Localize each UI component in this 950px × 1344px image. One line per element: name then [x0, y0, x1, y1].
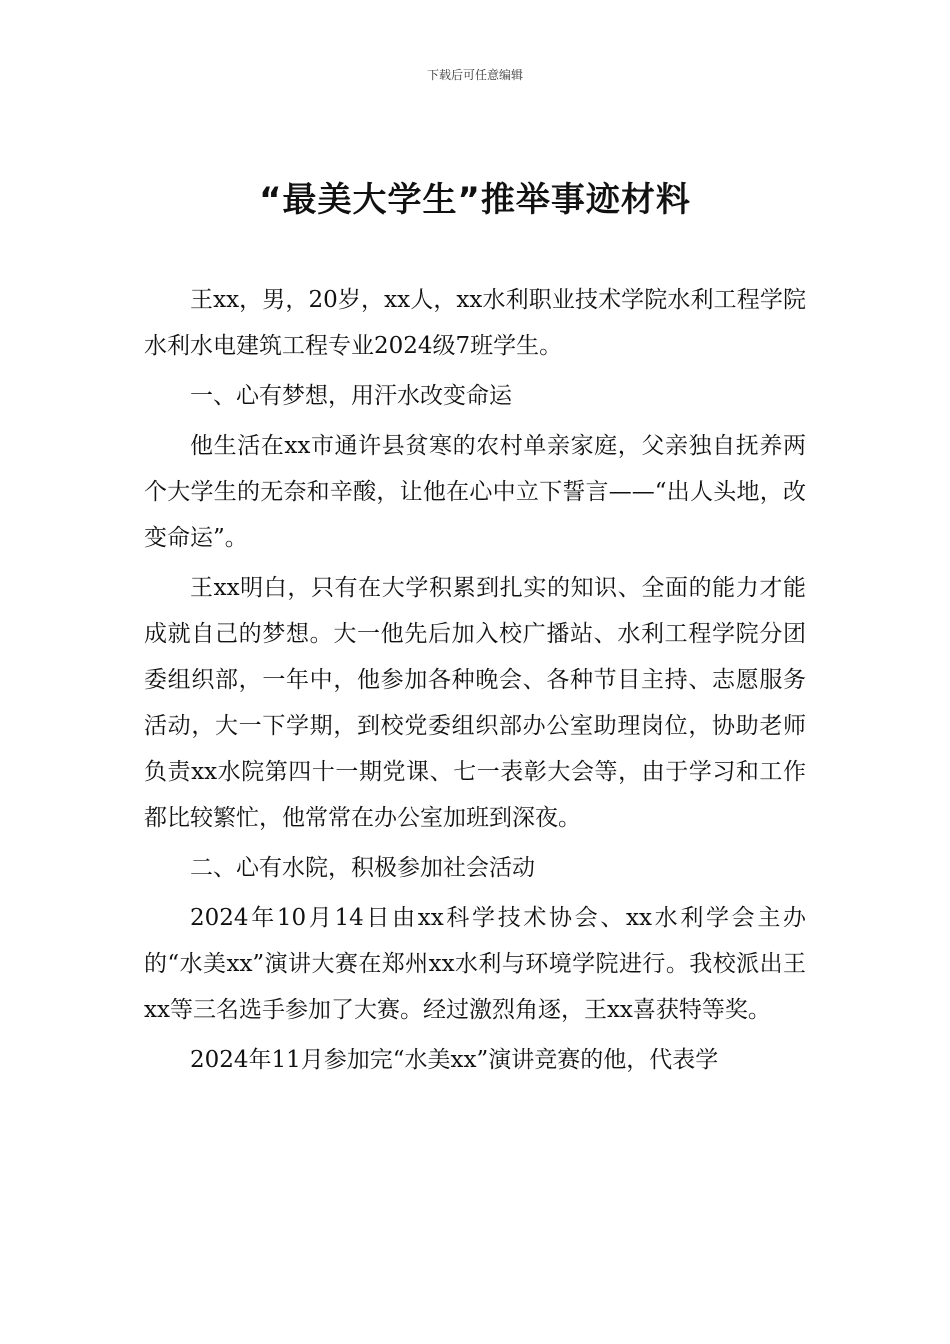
document-title: “最美大学生”推举事迹材料	[259, 180, 691, 220]
section-heading-2: 二、心有水院，积极参加社会活动	[190, 855, 535, 881]
document-body	[144, 277, 806, 1087]
paragraph-continued: 2024年11月参加完“水美xx”演讲竞赛的他，代表学	[190, 1047, 719, 1073]
paragraph-intro: 王xx，男，20岁，xx人，xx水利职业技术学院水利工程学院水利水电建筑工程专业2024级7班学生。	[144, 287, 806, 359]
paragraph-activities: 王xx明白，只有在大学积累到扎实的知识、全面的能力才能成就自己的梦想。大一他先后加入校广播站、水利工程学院分团委组织部，一年中，他参加各种晚会、各种节目主持、志愿服务活动，大一下学期，到校党委组织部办公室助理岗位，协助老师负责xx水院第四十一期党课、七一表彰大会等，由于学习和工作都比较繁忙，他常常在办公室加班到深夜。	[144, 575, 806, 831]
header-note: 下载后可任意编辑	[426, 68, 523, 82]
paragraph-family: 他生活在xx市通许县贫寒的农村单亲家庭，父亲独自抚养两个大学生的无奈和辛酸，让他在心中立下誓言——“出人头地，改变命运”。	[144, 433, 806, 551]
section-heading-1: 一、心有梦想，用汗水改变命运	[190, 383, 512, 409]
paragraph-contest: 2024年10月14日由xx科学技术协会、xx水利学会主办的“水美xx”演讲大赛在郑州xx水利与环境学院进行。我校派出王xx等三名选手参加了大赛。经过激烈角逐，王xx喜获特等奖。	[144, 905, 806, 1023]
